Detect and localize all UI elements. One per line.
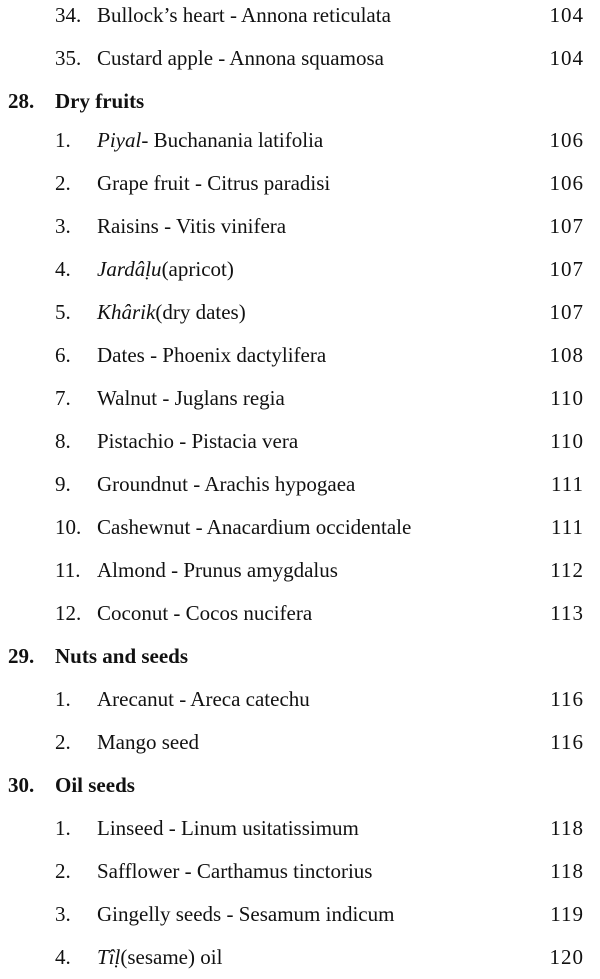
entry-title: Pistachio - Pistacia vera (97, 429, 299, 453)
entry-number: 5. (55, 300, 71, 324)
entry-number: 8. (55, 429, 71, 453)
toc-entry (0, 936, 600, 979)
entry-title: Linseed - Linum usitatissimum (97, 816, 359, 840)
entry-title: Safflower - Carthamus tinctorius (97, 859, 373, 883)
toc-entry (0, 549, 600, 592)
entry-number: 4. (55, 945, 71, 969)
entry-number: 2. (55, 859, 71, 883)
toc-entry (0, 506, 600, 549)
entry-title: Piyal- Buchanania latifolia (97, 128, 324, 152)
entry-number: 9. (55, 472, 71, 496)
toc-entry (0, 162, 600, 205)
entry-number: 7. (55, 386, 71, 410)
entry-page-number: 116 (550, 687, 584, 711)
entry-title: Grape fruit - Citrus paradisi (97, 171, 331, 195)
entry-number: 6. (55, 343, 71, 367)
toc-entry (0, 592, 600, 635)
entry-page-number: 107 (549, 257, 584, 281)
section-title: Nuts and seeds (55, 644, 189, 668)
toc-entry (0, 119, 600, 162)
entry-number: 34. (55, 3, 82, 27)
entry-title: Arecanut - Areca catechu (97, 687, 310, 711)
entry-title: Cashewnut - Anacardium occidentale (97, 515, 412, 539)
entry-page-number: 112 (550, 558, 584, 582)
entry-page-number: 104 (549, 3, 584, 27)
entry-page-number: 108 (549, 343, 584, 367)
section-heading (0, 635, 600, 678)
toc-entry (0, 334, 600, 377)
entry-number: 1. (55, 687, 71, 711)
entry-page-number: 113 (550, 601, 584, 625)
toc-entry (0, 420, 600, 463)
entry-page-number: 110 (550, 429, 584, 453)
entry-title: Bullock’s heart - Annona reticulata (97, 3, 391, 27)
entry-page-number: 111 (551, 515, 584, 539)
entry-number: 3. (55, 902, 71, 926)
entry-title: Walnut - Juglans regia (97, 386, 285, 410)
toc-entry (0, 850, 600, 893)
entry-title: Jardâḷu(apricot) (97, 257, 234, 281)
entry-page-number: 110 (550, 386, 584, 410)
entry-page-number: 111 (551, 472, 584, 496)
section-number: 30. (8, 773, 35, 797)
entry-page-number: 118 (550, 859, 584, 883)
toc-entry (0, 377, 600, 420)
toc-entry (0, 463, 600, 506)
toc-entry (0, 205, 600, 248)
entry-title: Raisins - Vitis vinifera (97, 214, 287, 238)
toc-entry (0, 807, 600, 850)
entry-page-number: 119 (550, 902, 584, 926)
entry-number: 35. (55, 46, 82, 70)
toc-entry (0, 893, 600, 936)
entry-number: 3. (55, 214, 71, 238)
entry-title: Dates - Phoenix dactylifera (97, 343, 327, 367)
entry-title: Gingelly seeds - Sesamum indicum (97, 902, 395, 926)
entry-page-number: 120 (549, 945, 584, 969)
toc-entry (0, 678, 600, 721)
entry-title: Groundnut - Arachis hypogaea (97, 472, 356, 496)
toc-entry (0, 248, 600, 291)
entry-page-number: 107 (549, 300, 584, 324)
entry-title: Coconut - Cocos nucifera (97, 601, 313, 625)
entry-page-number: 106 (549, 128, 584, 152)
entry-number: 12. (55, 601, 82, 625)
section-title: Dry fruits (55, 89, 145, 113)
entry-title: Custard apple - Annona squamosa (97, 46, 384, 70)
entry-title: Almond - Prunus amygdalus (97, 558, 338, 582)
toc-entry (0, 37, 600, 80)
entry-title: Tîḷ(sesame) oil (97, 945, 223, 969)
entry-number: 11. (55, 558, 81, 582)
entry-page-number: 104 (549, 46, 584, 70)
entry-page-number: 107 (549, 214, 584, 238)
section-number: 29. (8, 644, 35, 668)
section-heading (0, 80, 600, 123)
entry-title: Mango seed (97, 730, 200, 754)
toc-entry (0, 0, 600, 37)
section-title: Oil seeds (55, 773, 135, 797)
entry-number: 10. (55, 515, 82, 539)
entry-number: 1. (55, 128, 71, 152)
toc-entry (0, 721, 600, 764)
entry-page-number: 116 (550, 730, 584, 754)
section-number: 28. (8, 89, 35, 113)
entry-title: Khârik(dry dates) (97, 300, 246, 324)
section-heading (0, 764, 600, 807)
entry-number: 4. (55, 257, 71, 281)
entry-number: 1. (55, 816, 71, 840)
entry-page-number: 106 (549, 171, 584, 195)
toc-entry (0, 291, 600, 334)
entry-number: 2. (55, 730, 71, 754)
entry-page-number: 118 (550, 816, 584, 840)
entry-number: 2. (55, 171, 71, 195)
